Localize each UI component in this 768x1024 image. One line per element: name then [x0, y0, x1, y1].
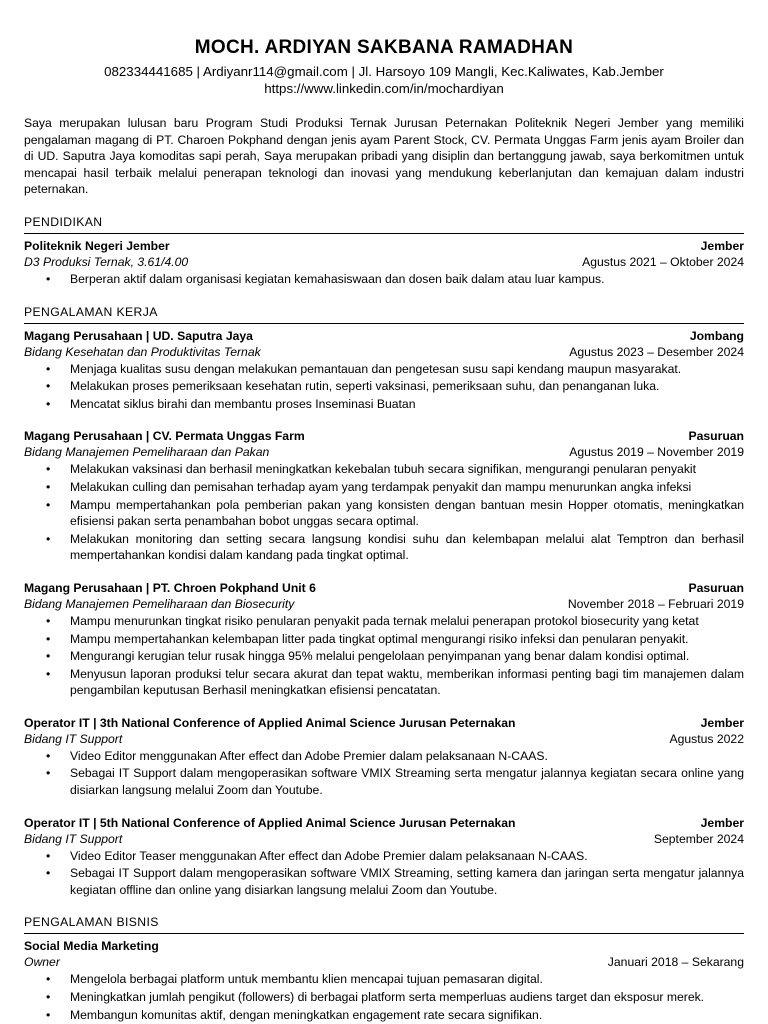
entry-bullet-list: [24, 271, 744, 288]
entry-spacer: [24, 700, 744, 711]
bullet-text: Menjaga kualitas susu dengan melakukan pemantauan dan pengetesan susu sapi kendang maupun masyarakat.: [70, 361, 682, 376]
bullet-marker: •: [46, 848, 51, 863]
entry-header-row: [24, 815, 744, 831]
bullet-marker: •: [46, 1007, 51, 1022]
education-section: [24, 215, 744, 288]
bullet-marker: •: [46, 462, 51, 477]
bullet-item: [24, 271, 744, 288]
section-title: PENGALAMAN KERJA: [24, 305, 744, 324]
entry-period: Agustus 2022: [669, 731, 744, 746]
bullet-marker: •: [46, 866, 51, 881]
work-experience-section: [24, 305, 744, 899]
candidate-name: MOCH. ARDIYAN SAKBANA RAMADHAN: [194, 37, 574, 58]
bullet-item: [24, 396, 744, 413]
bullet-marker: •: [46, 497, 51, 512]
bullet-text: Mengurangi kerugian telur rusak hingga 95% melalui pengelolaan penyimpanan yang benar dalam kondisi optimal.: [70, 649, 690, 664]
bullet-marker: •: [46, 396, 51, 411]
entry-header-row: [24, 580, 744, 596]
bullet-marker: •: [46, 379, 51, 394]
entry-bullet-list: [24, 971, 744, 1023]
bullet-text: Mengelola berbagai platform untuk membantu klien mencapai tujuan pemasaran digital.: [70, 972, 543, 987]
entry-header-row: [24, 938, 744, 954]
entry-subheader-row: [24, 444, 744, 460]
bullet-item: [24, 1007, 744, 1024]
entry-bullet-list: [24, 361, 744, 413]
entry-spacer: [24, 565, 744, 576]
bullet-text: Mencatat siklus birahi dan membantu proses Inseminasi Buatan: [70, 396, 416, 411]
entry-subheader-row: [24, 254, 744, 270]
bullet-item: [24, 497, 744, 530]
bullet-item: [24, 613, 744, 630]
bullet-marker: •: [46, 531, 51, 546]
bullet-item: [24, 666, 744, 699]
bullet-marker: •: [46, 361, 51, 376]
bullet-marker: •: [46, 766, 51, 781]
entry-item: [24, 815, 744, 899]
bullet-text: Membangun komunitas aktif, dengan meningkatkan engagement rate secara signifikan.: [70, 1007, 543, 1022]
bullet-text: Video Editor menggunakan After effect dan Adobe Premier dalam pelaksanaan N-CAAS.: [70, 748, 548, 763]
entry-item: [24, 715, 744, 799]
entry-organization: Social Media Marketing: [24, 939, 159, 954]
entry-period: Agustus 2019 – November 2019: [569, 445, 744, 460]
entry-header-row: [24, 328, 744, 344]
bullet-text: Melakukan culling dan pemisahan terhadap ayam yang terdampak penyakit dan mampu menurunkan angka infeksi: [70, 479, 692, 494]
entry-location: Pasuruan: [688, 429, 744, 444]
entry-role: Bidang Manajemen Pemeliharaan dan Pakan: [24, 445, 270, 460]
linkedin-url[interactable]: https://www.linkedin.com/in/mochardiyan: [264, 81, 504, 96]
bullet-text: Mampu mempertahankan pola pemberian pakan yang konsisten dengan bantuan mesin Hopper otomatis, meningkatkan efisiensi pakan serta penambahan bobot unggas secara optimal.: [70, 497, 744, 529]
business-experience-section: [24, 915, 744, 1023]
entry-role: Bidang IT Support: [24, 831, 123, 846]
entry-item: [24, 328, 744, 413]
entry-organization: Magang Perusahaan | UD. Saputra Jaya: [24, 328, 253, 343]
contact-info: 082334441685 | Ardiyanr114@gmail.com | Jl. Harsoyo 109 Mangli, Kec.Kaliwates, Kab.Jember: [104, 64, 664, 79]
profile-summary: Saya merupakan lulusan baru Program Studi Produksi Ternak Jurusan Peternakan Politeknik Negeri Jember yang memiliki pengalaman magang di PT. Charoen Pokphand dengan jenis ayam Parent Stock, CV. Permata Unggas Farm jenis ayam Broiler dan di UD. Saputra Jaya komoditas sapi perah, Saya merupakan pribadi yang disiplin dan bertanggung jawab, saya berkomitmen untuk mencapai hasil terbaik melalui penerapan teknologi dan inovasi yang mendukung keberlanjutan dan kemajuan dalam industri peternakan.: [24, 116, 744, 197]
entry-organization: Operator IT | 5th National Conference of Applied Animal Science Jurusan Peternakan: [24, 815, 516, 830]
entry-header-row: [24, 715, 744, 731]
bullet-item: [24, 531, 744, 564]
bullet-text: Melakukan vaksinasi dan berhasil meningkatkan kekebalan tubuh secara signifikan, mengurangi penularan penyakit: [70, 462, 697, 477]
entry-location: Jember: [700, 238, 744, 253]
entry-header-row: [24, 428, 744, 444]
bullet-item: [24, 361, 744, 378]
entry-period: Agustus 2023 – Desember 2024: [569, 344, 744, 359]
bullet-text: Mampu mempertahankan kelembapan litter pada tingkat optimal mengurangi risiko infeksi dan penularan penyakit.: [70, 631, 689, 646]
entry-organization: Operator IT | 3th National Conference of Applied Animal Science Jurusan Peternakan: [24, 715, 516, 730]
bullet-text: Melakukan proses pemeriksaan kesehatan rutin, seperti vaksinasi, pemeriksaan suhu, dan penanganan luka.: [70, 379, 660, 394]
section-title: PENDIDIKAN: [24, 215, 744, 234]
entry-organization: Magang Perusahaan | CV. Permata Unggas Farm: [24, 429, 305, 444]
entry-subheader-row: [24, 731, 744, 747]
bullet-item: [24, 865, 744, 898]
entry-location: Pasuruan: [688, 580, 744, 595]
entry-location: Jember: [700, 715, 744, 730]
entry-organization: Politeknik Negeri Jember: [24, 238, 170, 253]
bullet-item: [24, 848, 744, 865]
entry-location: Jombang: [689, 328, 744, 343]
entry-item: [24, 428, 744, 564]
entry-item: [24, 938, 744, 1023]
bullet-marker: •: [46, 972, 51, 987]
bullet-item: [24, 461, 744, 478]
entry-role: Owner: [24, 955, 60, 970]
entry-role: Bidang Manajemen Pemeliharaan dan Biosecurity: [24, 596, 295, 611]
bullet-marker: •: [46, 631, 51, 646]
bullet-text: Meningkatkan jumlah pengikut (followers) di berbagai platform serta memperluas audiens target dan eksposur merek.: [70, 990, 705, 1005]
bullet-marker: •: [46, 271, 51, 286]
entry-period: Januari 2018 – Sekarang: [607, 955, 744, 970]
entry-role: Bidang Kesehatan dan Produktivitas Ternak: [24, 344, 261, 359]
bullet-marker: •: [46, 649, 51, 664]
section-title: PENGALAMAN BISNIS: [24, 915, 744, 934]
entry-subheader-row: [24, 596, 744, 612]
entry-spacer: [24, 800, 744, 811]
entry-period: September 2024: [653, 831, 744, 846]
bullet-marker: •: [46, 479, 51, 494]
entry-role: Bidang IT Support: [24, 731, 123, 746]
entry-item: [24, 238, 744, 288]
entry-bullet-list: [24, 748, 744, 799]
bullet-text: Melakukan monitoring dan setting secara langsung kondisi suhu dan kelembapan melalui alat Temptron dan berhasil mempertahankan kondisi dalam kandang pada tingkat optimal.: [70, 531, 744, 563]
entry-period: November 2018 – Februari 2019: [567, 596, 744, 611]
entry-bullet-list: [24, 613, 744, 699]
entry-item: [24, 580, 744, 699]
entry-organization: Magang Perusahaan | PT. Chroen Pokphand Unit 6: [24, 580, 316, 595]
entry-location: Jember: [700, 815, 744, 830]
bullet-marker: •: [46, 666, 51, 681]
entry-spacer: [24, 413, 744, 424]
bullet-marker: •: [46, 748, 51, 763]
entry-period: Agustus 2021 – Oktober 2024: [582, 254, 744, 269]
bullet-text: Mampu menurunkan tingkat risiko penularan penyakit pada ternak melalui penerapan protokol biosecurity yang ketat: [70, 613, 699, 628]
bullet-item: [24, 989, 744, 1006]
bullet-text: Sebagai IT Support dalam mengoperasikan software VMIX Streaming serta mengatur jalannya kegiatan secara online yang disiarkan langsung melalui Zoom dan Youtube.: [70, 766, 744, 798]
bullet-item: [24, 748, 744, 765]
entry-header-row: [24, 238, 744, 254]
bullet-item: [24, 378, 744, 395]
bullet-item: [24, 479, 744, 496]
entry-role: D3 Produksi Ternak, 3.61/4.00: [24, 254, 189, 269]
bullet-item: [24, 648, 744, 665]
bullet-text: Video Editor Teaser menggunakan After effect dan Adobe Premier dalam pelaksanaan N-CAAS.: [70, 848, 588, 863]
bullet-text: Berperan aktif dalam organisasi kegiatan kemahasiswaan dan dosen baik dalam atau luar kampus.: [70, 271, 605, 286]
bullet-text: Sebagai IT Support dalam mengoperasikan software VMIX Streaming, setting kamera dan jaringan serta mengatur jalannya kegiatan offline dan online yang disiarkan langsung melalui Zoom dan Youtube.: [70, 866, 744, 897]
bullet-marker: •: [46, 613, 51, 628]
entry-bullet-list: [24, 461, 744, 564]
entry-subheader-row: [24, 344, 744, 360]
bullet-marker: •: [46, 990, 51, 1005]
entry-subheader-row: [24, 954, 744, 970]
bullet-item: [24, 971, 744, 988]
entry-subheader-row: [24, 831, 744, 847]
bullet-item: [24, 631, 744, 648]
bullet-text: Menyusun laporan produksi telur secara akurat dan tepat waktu, memberikan informasi penting bagi tim manajemen dalam pengambilan keputusan Berhasil meningkatkan efisiensi pencatatan.: [70, 666, 744, 698]
entry-bullet-list: [24, 848, 744, 899]
bullet-item: [24, 765, 744, 798]
